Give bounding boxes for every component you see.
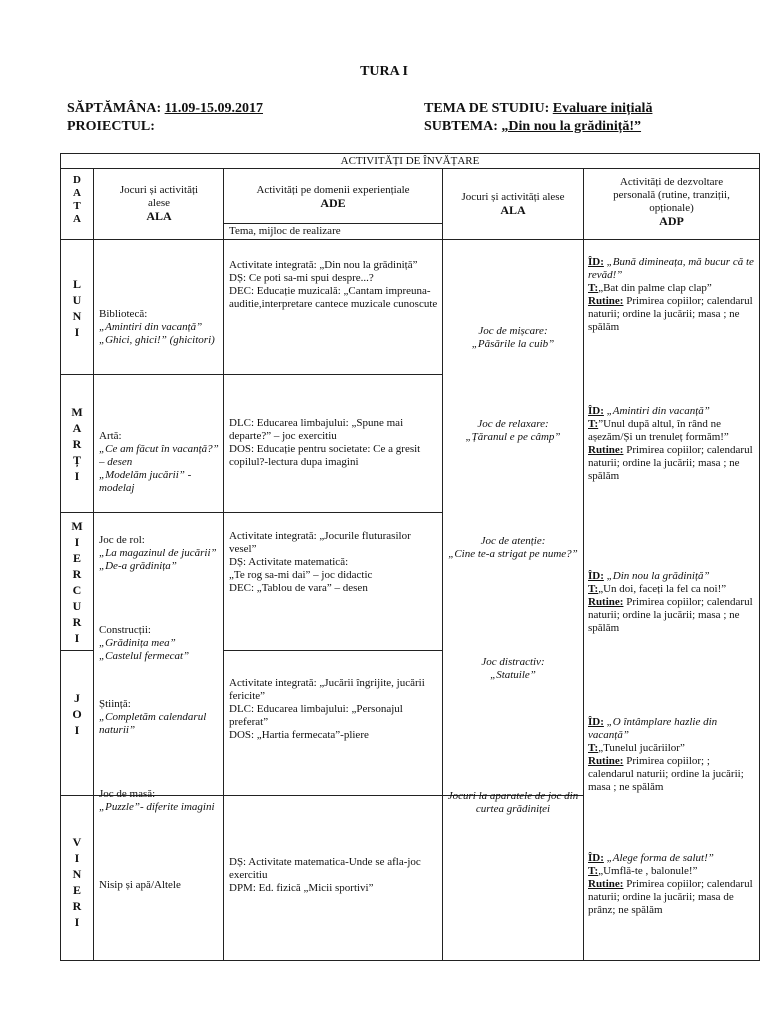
day-letter: N: [72, 867, 82, 881]
col-ade-header: Activități pe domenii experiențiale ADE: [256, 184, 410, 210]
ala-arta: Artă: „Ce am făcut în vacanță?” – desen „Modelăm jucării” - modelaj: [99, 430, 219, 494]
activities-banner: ACTIVITĂȚI DE ÎNVĂȚARE: [340, 155, 480, 167]
ala2-vineri: Jocuri la aparatele de joc din curtea grădiniței: [447, 790, 579, 815]
week-label: SĂPTĂMÂNA:: [67, 101, 162, 116]
day-luni: [62, 276, 92, 340]
col-data-header: D A T A: [73, 174, 81, 225]
ade-luni: Activitate integrată: „Din nou la grădiniță” DȘ: Ce poti sa-mi spui despre...? DEC: Educație muzicală: „Cantam impreuna-auditie,interpretare cantece muzicale cunoscute: [229, 259, 438, 310]
ala2-marti: Joc de relaxare: „Țăranul e pe câmp”: [465, 418, 561, 443]
adp-luni: ÎD: „Bună dimineața, mă bucur că te revăd!” T:„Bat din palme clap clap” Rutine: Primirea copiilor; calendarul naturii; ordine la jucării; masa ; ne spălăm: [588, 256, 754, 333]
day-letter: A: [72, 421, 82, 435]
day-letter: C: [72, 583, 82, 597]
day-letter: I: [74, 915, 80, 929]
ade-vineri: DȘ: Activitate matematica-Unde se afla-joc exercitiu DPM: Ed. fizică „Micii sportivi”: [229, 856, 421, 894]
theme-label: TEMA DE STUDIU:: [424, 101, 550, 116]
col-ala2-header: Jocuri și activități alese ALA: [461, 191, 565, 217]
ala-constructii: Construcții: „Grădinița mea” „Castelul fermecat”: [99, 624, 190, 662]
ade-joi: Activitate integrată: „Jucării îngrijite, jucării fericite” DLC: Educarea limbajului: „Personajul preferat” DOS: „Hartia fermecata”-pliere: [229, 677, 425, 741]
day-letter: M: [71, 405, 83, 419]
day-letter: I: [74, 469, 80, 483]
col-ade-subheader: Tema, mijloc de realizare: [229, 225, 341, 237]
ala2-luni: Joc de mișcare: „Păsările la cuib”: [471, 325, 555, 350]
project-label: PROIECTUL:: [67, 119, 155, 134]
day-letter: E: [72, 883, 81, 897]
day-letter: J: [74, 691, 80, 705]
adp-joi: ÎD: „O întâmplare hazlie din vacanță” T:„Tunelul jucăriilor” Rutine: Primirea copiilor; ; calendarul naturii; ordine la jucării; masa ; ne spălăm: [588, 716, 744, 793]
adp-miercuri: ÎD: „Din nou la grădiniță” T:„Un doi, faceți la fel ca noi!” Rutine: Primirea copiilor; calendarul naturii; ordine la jucării; masa ; ne spălăm: [588, 570, 753, 634]
adp-marti: ÎD: „Amintiri din vacanță” T:”Unul după altul, în rând ne așezăm/Și un trenuleț formăm!” Rutine: Primirea copiilor; calendarul naturii; ordine la jucării; masa ; ne spălăm: [588, 405, 753, 482]
ala-biblioteca: Bibliotecă: „Amintiri din vacanță” „Ghici, ghici!” (ghicitori): [99, 308, 215, 346]
page-title: TURA I: [360, 64, 408, 79]
subtheme-value: „Din nou la grădiniță!”: [501, 119, 642, 134]
day-letter: I: [74, 723, 80, 737]
day-letter: R: [72, 899, 82, 913]
subtheme-label: SUBTEMA:: [424, 119, 498, 134]
day-letter: I: [74, 325, 80, 339]
col-adp-header: Activități de dezvoltare personală (rutine, tranziții, opționale) ADP: [613, 176, 730, 228]
theme-value: Evaluare inițială: [552, 101, 653, 116]
ala2-joi: Joc distractiv: „Statuile”: [481, 656, 545, 681]
day-letter: R: [72, 615, 82, 629]
ala-joc-rol: Joc de rol: „La magazinul de jucării” „De-a grădinița”: [99, 534, 217, 572]
day-letter: E: [72, 551, 81, 565]
day-letter: U: [72, 599, 82, 613]
day-letter: O: [72, 707, 82, 721]
day-letter: Ț: [72, 453, 81, 467]
day-letter: I: [74, 535, 80, 549]
ala-nisip: Nisip și apă/Altele: [99, 879, 181, 891]
ala-joc-masa: Joc de masă: „Puzzle”- diferite imagini: [99, 788, 215, 813]
adp-vineri: ÎD: „Alege forma de salut!” T:„Umflă-te , balonule!” Rutine: Primirea copiilor; calendarul naturii; ordine la jucării; masa de prânz; ne spălăm: [588, 852, 753, 916]
day-letter: I: [74, 851, 80, 865]
day-vineri: [62, 834, 92, 930]
day-letter: V: [72, 835, 82, 849]
ala2-miercuri: Joc de atenție: „Cine te-a strigat pe nume?”: [448, 535, 578, 560]
day-letter: U: [72, 293, 82, 307]
day-letter: R: [72, 567, 82, 581]
col-ala1-header: Jocuri și activități alese ALA: [119, 184, 199, 223]
day-letter: N: [72, 309, 82, 323]
day-letter: M: [71, 519, 83, 533]
ala-stiinta: Știință: „Completăm calendarul naturii”: [99, 698, 207, 736]
day-miercuri: [62, 518, 92, 646]
day-letter: L: [72, 277, 81, 291]
day-letter: R: [72, 437, 82, 451]
day-joi: [62, 690, 92, 738]
day-marti: [62, 404, 92, 484]
week-value: 11.09-15.09.2017: [164, 101, 263, 116]
day-letter: I: [74, 631, 80, 645]
ade-marti: DLC: Educarea limbajului: „Spune mai departe?” – joc exercitiu DOS: Educație pentru societate: Ce a gresit copilul?-lectura dupa imagini: [229, 417, 421, 468]
ade-miercuri: Activitate integrată: „Jocurile fluturasilor vesel” DȘ: Activitate matematică: „Te rog sa-mi dai” – joc didactic DEC: „Tablou de vara” – desen: [229, 530, 411, 594]
